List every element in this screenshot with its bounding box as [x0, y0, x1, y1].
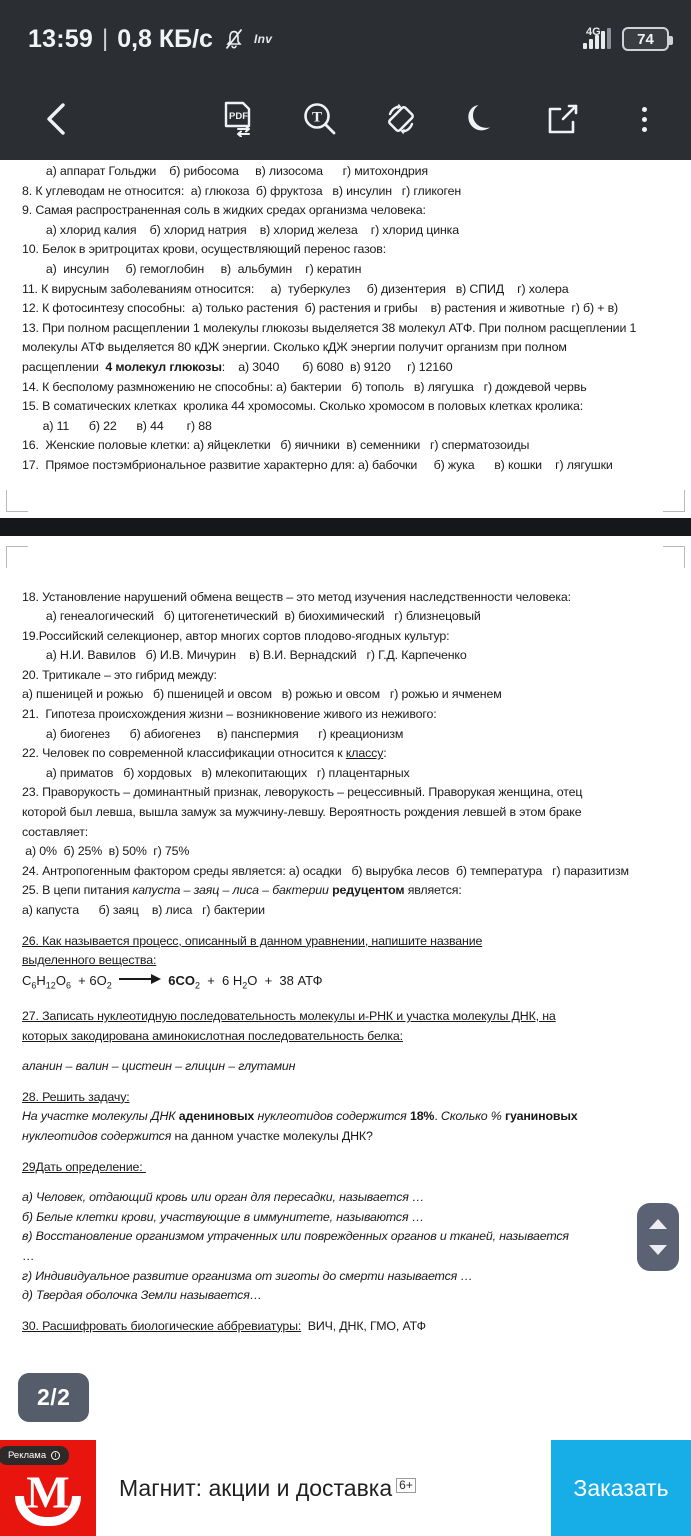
battery-indicator: [622, 27, 669, 51]
document-line: а) Н.И. Вавилов б) И.В. Мичурин в) В.И. Вернадский г) Г.Д. Карпеченко: [36, 648, 467, 663]
status-clock: 13:59: [28, 24, 93, 53]
status-bar-left: [28, 25, 272, 54]
bell-muted-icon: [223, 27, 245, 51]
document-page-2-text: [10, 588, 681, 1337]
kebab-menu-icon: [642, 107, 647, 132]
document-blank-line: [10, 1077, 681, 1088]
document-line: а) 0% б) 25% в) 50% г) 75%: [22, 844, 190, 859]
document-line: г) Индивидуальное развитие организма от зиготы до смерти называется …: [22, 1268, 473, 1283]
document-blank-line: [10, 1306, 681, 1317]
document-line: молекулы АТФ выделяется 80 кДЖ энергии. Сколько кДЖ энергии получит организм при полном: [22, 340, 567, 355]
document-line: …: [22, 1248, 35, 1263]
document-line: 29Дать определение:: [22, 1159, 146, 1174]
ad-title-row: [119, 1475, 416, 1502]
page2-corner-top-right: [663, 546, 685, 568]
document-viewer[interactable]: [0, 160, 691, 1410]
pdf-convert-button[interactable]: [212, 92, 266, 146]
document-line: 8. К углеводам не относится: а) глюкоза б) фруктоза в) инсулин г) гликоген: [22, 183, 462, 198]
night-mode-button[interactable]: [455, 92, 509, 146]
document-line: а) биогенез б) абиогенез в) панспермия г) креационизм: [36, 726, 404, 741]
document-line: а) приматов б) хордовых в) млекопитающих г) плацентарных: [36, 765, 410, 780]
document-line: 25. В цепи питания капуста – заяц – лиса – бактерии редуцентом является:: [22, 883, 462, 898]
logo-letter: M: [26, 1466, 70, 1518]
document-line: 23. Праворукость – доминантный признак, леворукость – рецессивный. Праворукая женщина, отец: [22, 785, 583, 800]
document-line: расщеплении 4 молекул глюкозы: а) 3040 б) 6080 в) 9120 г) 12160: [22, 359, 453, 374]
document-page-2: [0, 536, 691, 1337]
page2-corner-top-left: [6, 546, 28, 568]
status-data-rate: 0,8 КБ/c: [117, 24, 213, 53]
document-line: а) инсулин б) гемоглобин в) альбумин г) кератин: [36, 261, 362, 276]
document-page-1: [0, 160, 691, 518]
document-line: 12. К фотосинтезу способны: а) только растения б) растения и грибы в) растения и животные г) б) + в): [22, 301, 619, 316]
pdf-convert-icon: [222, 101, 256, 137]
more-options-button[interactable]: [617, 92, 671, 146]
svg-text:PDF: PDF: [229, 111, 248, 122]
document-line: 24. Антропогенным фактором среды является: а) осадки б) вырубка лесов б) температура г) паразитизм: [22, 863, 629, 878]
document-line: в) Восстановление организмом утраченных или поврежденных органов и тканей, называется: [22, 1229, 569, 1244]
document-page-1-text: [10, 162, 681, 476]
document-blank-line: [10, 1147, 681, 1158]
ad-label-badge[interactable]: [0, 1446, 69, 1465]
status-bar-right: [582, 27, 669, 51]
open-external-button[interactable]: [536, 92, 590, 146]
document-line: $C_6H_{12}O_6 + 6O_2$ $6CO_2 + 6$ $H_2O + 38$ АТФ: [22, 972, 323, 991]
document-line: 27. Записать нуклеотидную последовательность молекулы и-РНК и участка молекулы ДНК, на: [22, 1008, 556, 1023]
document-blank-line: [10, 921, 681, 932]
document-line: 15. В соматических клетках кролика 44 хромосомы. Сколько хромосом в половых клетках кролика:: [22, 399, 584, 414]
document-line: 30. Расшифровать биологические аббревиатуры: ВИЧ, ДНК, ГМО, АТФ: [22, 1318, 426, 1333]
scroll-stepper[interactable]: [637, 1203, 679, 1271]
document-line: 13. При полном расщеплении 1 молекулы глюкозы выделяется 38 молекул АТФ. При полном расщеплении 1: [22, 320, 637, 335]
document-line: д) Твердая оболочка Земли называется…: [22, 1288, 262, 1303]
open-external-icon: [547, 103, 579, 135]
app-toolbar: [0, 78, 691, 160]
document-line: а) генеалогический б) цитогенетический в) биохимический г) близнецовый: [36, 609, 481, 624]
text-search-icon: [302, 101, 338, 137]
page1-corner-bottom-left: [6, 490, 28, 512]
document-line: а) Человек, отдающий кровь или орган для пересадки, называется …: [22, 1190, 425, 1205]
text-search-button[interactable]: [293, 92, 347, 146]
ad-banner[interactable]: [0, 1440, 691, 1536]
document-line: 20. Тритикале – это гибрид между:: [22, 667, 217, 682]
signal-bars-icon: [582, 26, 611, 49]
status-separator: |: [101, 25, 109, 52]
ad-label-text: Реклама: [8, 1450, 47, 1461]
svg-text:T: T: [311, 109, 323, 126]
rotate-screen-icon: [383, 101, 419, 137]
document-line: 11. К вирусным заболеваниям относится: а) туберкулез б) дизентерия в) СПИД г) холера: [22, 281, 569, 296]
document-line: На участке молекулы ДНК адениновых нуклеотидов содержится 18%. Сколько % гуаниновых: [22, 1109, 578, 1124]
document-line: 22. Человек по современной классификации относится к классу:: [22, 746, 387, 761]
back-arrow-icon: [44, 102, 70, 136]
ad-advertiser-logo: [0, 1440, 96, 1536]
document-blank-line: [10, 1177, 681, 1188]
document-line: 21. Гипотеза происхождения жизни – возникновение живого из неживого:: [22, 707, 437, 722]
document-line: 10. Белок в эритроцитах крови, осуществляющий перенос газов:: [22, 242, 387, 257]
document-line: 16. Женские половые клетки: а) яйцеклетки б) яичники в) семенники г) сперматозоиды: [22, 438, 530, 453]
document-line: которой был левша, вышла замуж за мужчину-левшу. Вероятность рождения левшей в этом браке: [22, 805, 582, 820]
triangle-down-icon[interactable]: [649, 1245, 667, 1255]
document-line: б) Белые клетки крови, участвующие в иммунитете, называются …: [22, 1209, 424, 1224]
ad-title-text: Магнит: акции и доставка: [119, 1474, 393, 1501]
document-line: 17. Прямое постэмбриональное развитие характерно для: а) бабочки б) жука в) кошки г) лягушки: [22, 457, 613, 472]
battery-level-label: 74: [637, 30, 654, 48]
document-line: выделенного вещества:: [22, 953, 157, 968]
document-line: 19.Российский селекционер, автор многих сортов плодово-ягодных культур:: [22, 628, 450, 643]
document-line: а) аппарат Гольджи б) рибосома в) лизосома г) митохондрия: [36, 164, 428, 178]
document-line: а) капуста б) заяц в) лиса г) бактерии: [22, 903, 265, 917]
document-blank-line: [10, 1046, 681, 1057]
status-bar: [0, 0, 691, 78]
document-line: 18. Установление нарушений обмена веществ – это метод изучения наследственности человека:: [22, 589, 571, 604]
page-break-divider: [0, 518, 691, 536]
document-line: а) пшеницей и рожью б) пшеницей и овсом в) рожью и овсом г) рожью и ячменем: [22, 687, 502, 702]
ad-cta-button[interactable]: Заказать: [551, 1440, 691, 1536]
rotate-screen-button[interactable]: [374, 92, 428, 146]
toolbar-actions: [212, 92, 671, 146]
moon-icon: [466, 102, 498, 136]
document-line: нуклеотидов содержится на данном участке молекулы ДНК?: [22, 1128, 373, 1143]
page1-corner-bottom-right: [663, 490, 685, 512]
document-blank-line: [10, 996, 681, 1007]
document-line: аланин – валин – цистеин – глицин – глутамин: [22, 1059, 296, 1074]
triangle-up-icon[interactable]: [649, 1219, 667, 1229]
document-line: которых закодирована аминокислотная последовательность белка:: [22, 1028, 403, 1043]
page-indicator: 2/2: [18, 1373, 89, 1422]
document-line: составляет:: [22, 824, 89, 839]
document-line: а) хлорид калия б) хлорид натрия в) хлорид железа г) хлорид цинка: [36, 222, 459, 237]
document-line: 28. Решить задачу:: [22, 1089, 130, 1104]
network-type-label: 4G: [586, 26, 601, 38]
status-inv-label: Inv: [253, 32, 273, 46]
back-button[interactable]: [30, 92, 84, 146]
info-icon[interactable]: i: [51, 1451, 60, 1460]
ad-body[interactable]: [96, 1440, 551, 1536]
ad-age-rating: 6+: [396, 1478, 416, 1494]
document-line: 26. Как называется процесс, описанный в данном уравнении, напишите название: [22, 933, 483, 948]
document-line: а) 11 б) 22 в) 44 г) 88: [36, 418, 212, 433]
document-line: 9. Самая распространенная соль в жидких средах организма человека:: [22, 203, 426, 218]
document-line: 14. К бесполому размножению не способны: а) бактерии б) тополь в) лягушка г) дождевой червь: [22, 379, 587, 394]
